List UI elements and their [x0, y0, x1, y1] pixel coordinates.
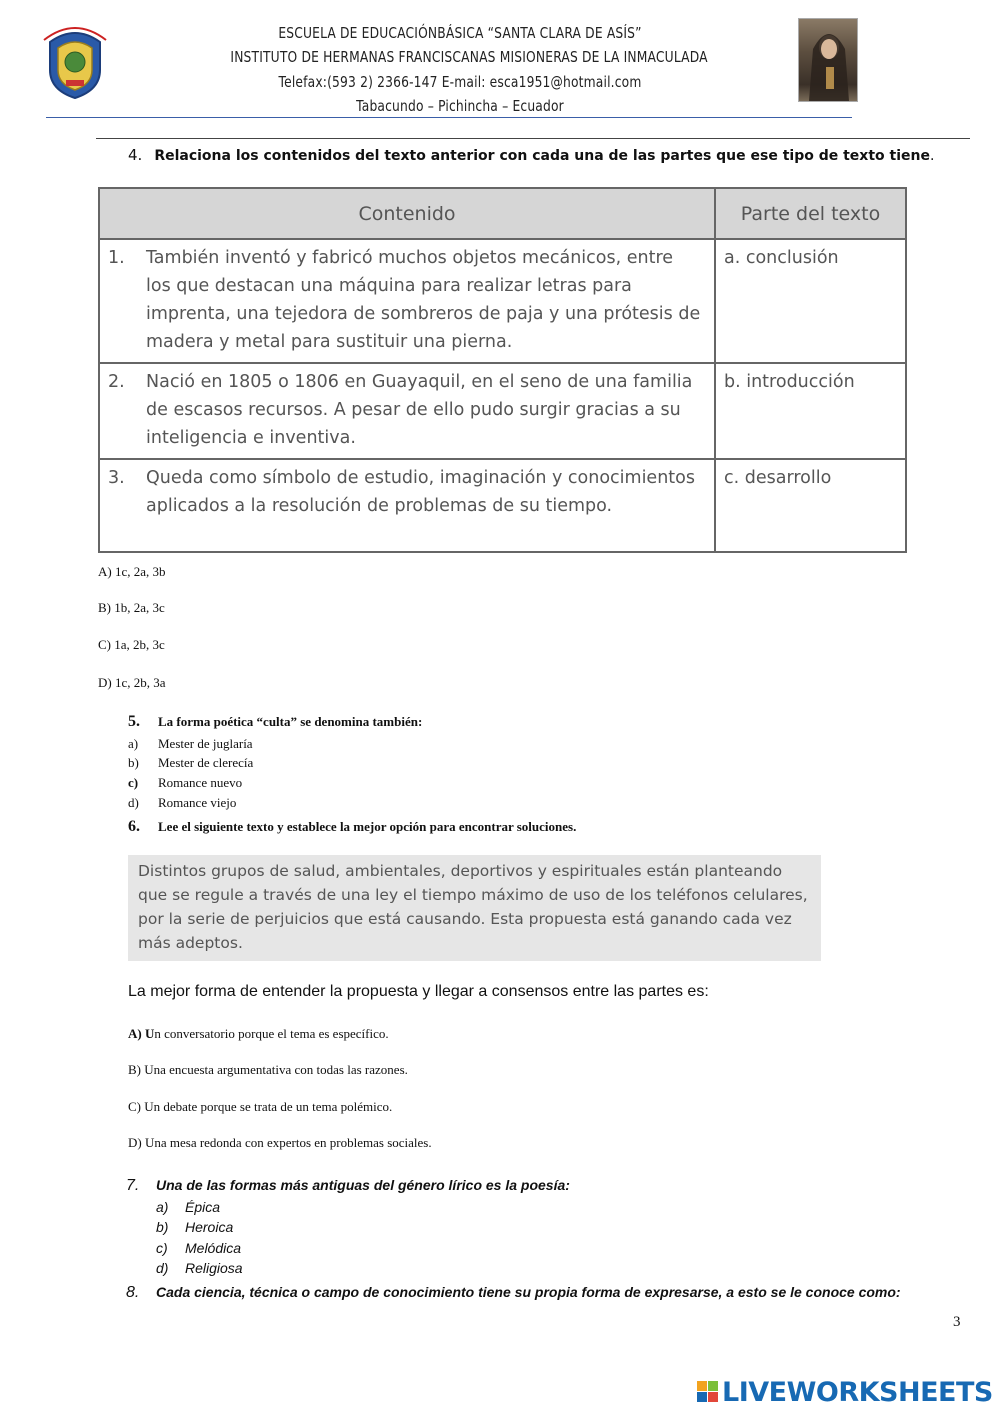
saint-portrait-image [798, 18, 858, 102]
header-institute-name: INSTITUTO DE HERMANAS FRANCISCANAS MISIONERAS DE LA INMACULADA [230, 48, 708, 66]
question-6-prompt: La mejor forma de entender la propuesta y llegar a consensos entre las partes es: [128, 983, 709, 1000]
page-number: 3 [953, 1314, 961, 1330]
q4-option-a[interactable]: A) 1c, 2a, 3b [98, 564, 166, 579]
table-row: 1. También inventó y fabricó muchos objetos mecánicos, entre los que destacan una máquina para realizar letras para imprenta, una tejedora de sombreros de paja y una prótesis de madera y metal para sustituir una pierna. a. conclusión [99, 239, 906, 363]
header-school-name: ESCUELA DE EDUCACIÓNBÁSICA “SANTA CLARA DE ASÍS” [278, 24, 642, 42]
q5-option-c[interactable]: c) Romance nuevo [128, 775, 243, 790]
q5-option-d[interactable]: d) Romance viejo [128, 795, 237, 810]
section-divider [96, 138, 970, 139]
table-row: 2. Nació en 1805 o 1806 en Guayaquil, en el seno de una familia de escasos recursos. A pesar de ello pudo surgir gracias a su inteligencia e inventiva. b. introducción [99, 363, 906, 459]
table-header-content: Contenido [99, 188, 715, 239]
q4-option-c[interactable]: C) 1a, 2b, 3c [98, 637, 165, 652]
question-6: 6. Lee el siguiente texto y establece la mejor opción para encontrar soluciones. [128, 818, 577, 835]
question-7: 7. Una de las formas más antiguas del género lírico es la poesía: [126, 1177, 570, 1194]
table-row: 3. Queda como símbolo de estudio, imaginación y conocimientos aplicados a la resolución de problemas de su tiempo. c. desarrollo [99, 459, 906, 552]
question-8: 8. Cada ciencia, técnica o campo de conocimiento tiene su propia forma de expresarse, a esto se le conoce como: [126, 1284, 901, 1301]
question-4-text: Relaciona los contenidos del texto anterior con cada una de las partes que ese tipo de texto tiene [154, 148, 930, 164]
header-contact: Telefax:(593 2) 2366-147 E-mail: esca1951@hotmail.com [278, 73, 642, 91]
q6-option-b[interactable]: B) Una encuesta argumentativa con todas las razones. [128, 1062, 408, 1077]
reading-passage: Distintos grupos de salud, ambientales, deportivos y espirituales están planteando que se regule a través de una ley el tiempo máximo de uso de los teléfonos celulares, por la serie de perjuicios que está causando. Esta propuesta está ganando cada vez más adeptos. [128, 855, 821, 961]
q6-option-c[interactable]: C) Un debate porque se trata de un tema polémico. [128, 1099, 393, 1114]
q4-option-d[interactable]: D) 1c, 2b, 3a [98, 675, 166, 690]
q7-option-a[interactable]: a) Épica [156, 1199, 221, 1215]
table-header-part: Parte del texto [715, 188, 906, 239]
header-location: Tabacundo – Pichincha – Ecuador [356, 97, 564, 115]
q6-option-a[interactable]: A) Un conversatorio porque el tema es específico. [128, 1026, 389, 1041]
q7-option-c[interactable]: c) Melódica [156, 1240, 242, 1256]
q7-option-b[interactable]: b) Heroica [156, 1219, 234, 1235]
q4-option-b[interactable]: B) 1b, 2a, 3c [98, 600, 165, 615]
liveworksheets-logo: LIVEWORKSHEETS [697, 1377, 993, 1408]
school-seal-logo [40, 20, 110, 100]
liveworksheets-icon [697, 1379, 719, 1401]
matching-table [98, 187, 907, 553]
header-divider [46, 117, 852, 118]
question-4: 4. Relaciona los contenidos del texto anterior con cada una de las partes que ese tipo de texto tiene. [128, 146, 935, 164]
q5-option-a[interactable]: a) Mester de juglaría [128, 736, 253, 751]
q6-option-d[interactable]: D) Una mesa redonda con expertos en problemas sociales. [128, 1135, 432, 1150]
q5-option-b[interactable]: b) Mester de clerecía [128, 755, 254, 770]
question-5: 5. La forma poética “culta” se denomina también: [128, 713, 423, 730]
q7-option-d[interactable]: d) Religiosa [156, 1260, 243, 1276]
